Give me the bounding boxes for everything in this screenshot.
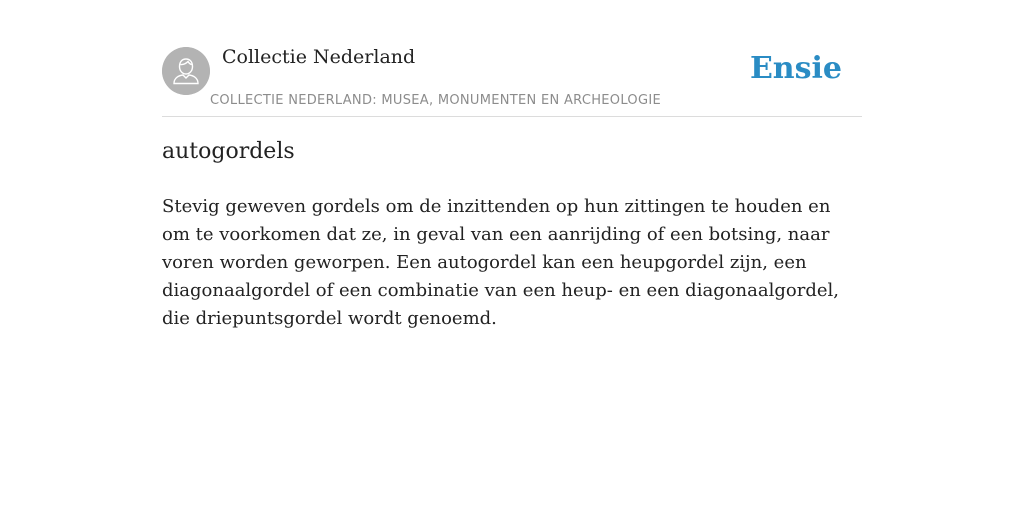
- user-avatar-icon: [162, 47, 210, 95]
- author-name[interactable]: Collectie Nederland: [222, 46, 416, 68]
- ensie-logo[interactable]: Ensie: [749, 51, 842, 86]
- definition-text: Stevig geweven gordels om de inzittenden op hun zittingen te houden en om te voorkomen dat ze, in geval van een aanrijding of een botsing, naar voren worden geworpen. Een autogordel kan een heupgordel zijn, een diagonaalgordel of een combinatie van een heup- en een diagonaalgordel, die driepuntsgordel wordt genoemd.: [162, 196, 839, 329]
- source-link[interactable]: COLLECTIE NEDERLAND: MUSEA, MONUMENTEN EN ARCHEOLOGIE: [210, 93, 661, 108]
- term-title: autogordels: [162, 139, 295, 164]
- entry-header: [162, 0, 862, 117]
- entry-card: [162, 0, 862, 512]
- avatar[interactable]: [162, 47, 210, 95]
